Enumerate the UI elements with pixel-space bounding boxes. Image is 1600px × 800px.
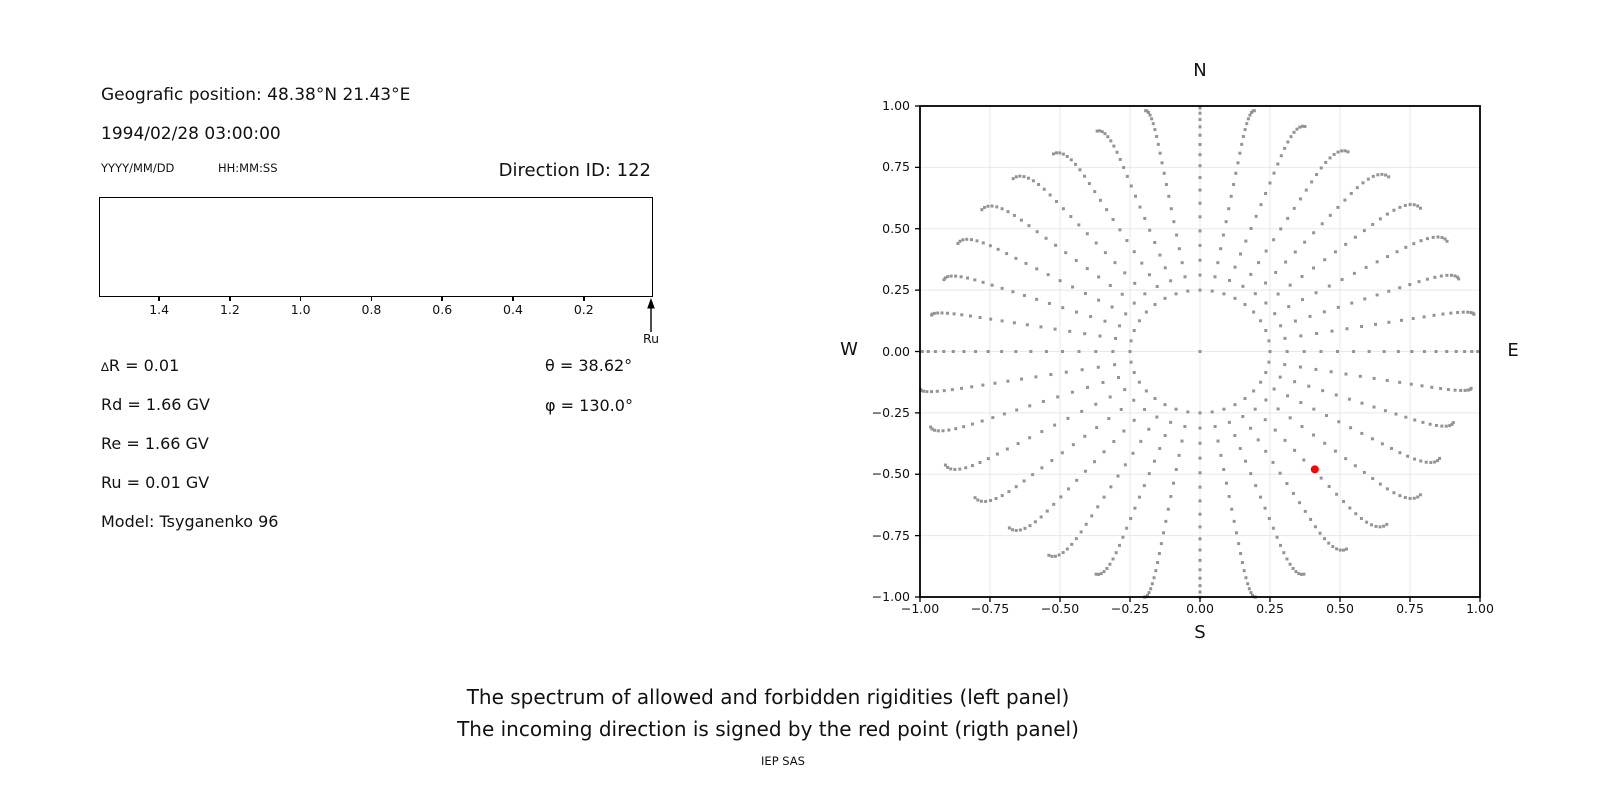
parameter-line: Ru = 0.01 GV bbox=[101, 473, 210, 492]
compass-label-south: S bbox=[1194, 622, 1206, 643]
spectrum-tick-label: 0.2 bbox=[573, 302, 594, 317]
spectrum-tick-label: 1.0 bbox=[290, 302, 311, 317]
spectrum-tick-label: 0.8 bbox=[361, 302, 382, 317]
spectrum-tick-label: 1.4 bbox=[149, 302, 170, 317]
angle-parameter-line: φ = 130.0° bbox=[545, 396, 633, 415]
x-tick-label: −1.00 bbox=[900, 601, 940, 616]
spectrum-tick-mark bbox=[158, 296, 160, 301]
compass-label-east: E bbox=[1507, 340, 1519, 361]
spectrum-tick-mark bbox=[371, 296, 373, 301]
axis-tick-marks bbox=[915, 106, 1480, 602]
compass-label-west: W bbox=[840, 339, 858, 360]
x-tick-label: 0.50 bbox=[1326, 601, 1354, 616]
y-tick-label: −1.00 bbox=[871, 589, 910, 604]
x-tick-label: 1.00 bbox=[1466, 601, 1494, 616]
spectrum-tick-mark bbox=[300, 296, 302, 301]
geographic-position-text: Geografic position: 48.38°N 21.43°E bbox=[101, 85, 411, 105]
parameter-line: Re = 1.66 GV bbox=[101, 434, 209, 453]
spectrum-tick-mark bbox=[512, 296, 514, 301]
angle-parameter-line: θ = 38.62° bbox=[545, 356, 633, 375]
red-incoming-direction-point bbox=[1311, 465, 1319, 473]
spectrum-tick-label: 0.4 bbox=[503, 302, 523, 317]
caption-line-1: The spectrum of allowed and forbidden rigidities (left panel) bbox=[466, 685, 1070, 709]
x-tick-label: −0.75 bbox=[970, 601, 1010, 616]
x-tick-label: 0.25 bbox=[1256, 601, 1284, 616]
y-tick-label: −0.75 bbox=[871, 527, 910, 543]
datetime-text: 1994/02/28 03:00:00 bbox=[101, 124, 281, 144]
direction-id-text: Direction ID: 122 bbox=[498, 160, 651, 181]
spectrum-tick-mark bbox=[229, 296, 231, 301]
spectrum-axes-frame bbox=[99, 197, 653, 297]
time-format-label: HH:MM:SS bbox=[218, 161, 278, 175]
ru-arrow-label: Ru bbox=[642, 331, 660, 346]
y-tick-label: −0.25 bbox=[871, 404, 910, 420]
spectrum-tick-mark bbox=[583, 296, 585, 301]
x-tick-label: 0.00 bbox=[1186, 601, 1214, 616]
y-tick-label: 0.00 bbox=[882, 343, 910, 359]
ru-arrow-icon bbox=[643, 296, 659, 336]
parameter-line: Model: Tsyganenko 96 bbox=[101, 512, 279, 531]
date-format-label: YYYY/MM/DD bbox=[101, 161, 175, 175]
parameter-line: Rd = 1.66 GV bbox=[101, 395, 210, 414]
y-tick-label: 0.25 bbox=[882, 282, 910, 298]
y-tick-label: 0.50 bbox=[882, 220, 910, 236]
x-tick-label: −0.50 bbox=[1040, 601, 1080, 616]
spectrum-tick-mark bbox=[441, 296, 443, 301]
direction-dots-group bbox=[919, 107, 1479, 599]
spectrum-tick-label: 1.2 bbox=[219, 302, 240, 317]
spectrum-tick-label: 0.6 bbox=[432, 302, 453, 317]
direction-plot bbox=[900, 100, 1500, 620]
y-tick-label: 0.75 bbox=[882, 159, 910, 175]
y-tick-label: 1.00 bbox=[882, 98, 910, 113]
y-tick-label: −0.50 bbox=[871, 466, 910, 482]
x-tick-label: −0.25 bbox=[1110, 601, 1150, 616]
credit-text: IEP SAS bbox=[761, 754, 805, 768]
caption-line-2: The incoming direction is signed by the red point (rigth panel) bbox=[457, 717, 1079, 741]
compass-label-north: N bbox=[1193, 60, 1207, 81]
x-tick-label: 0.75 bbox=[1396, 601, 1424, 616]
parameter-line: ∆R = 0.01 bbox=[101, 356, 180, 375]
